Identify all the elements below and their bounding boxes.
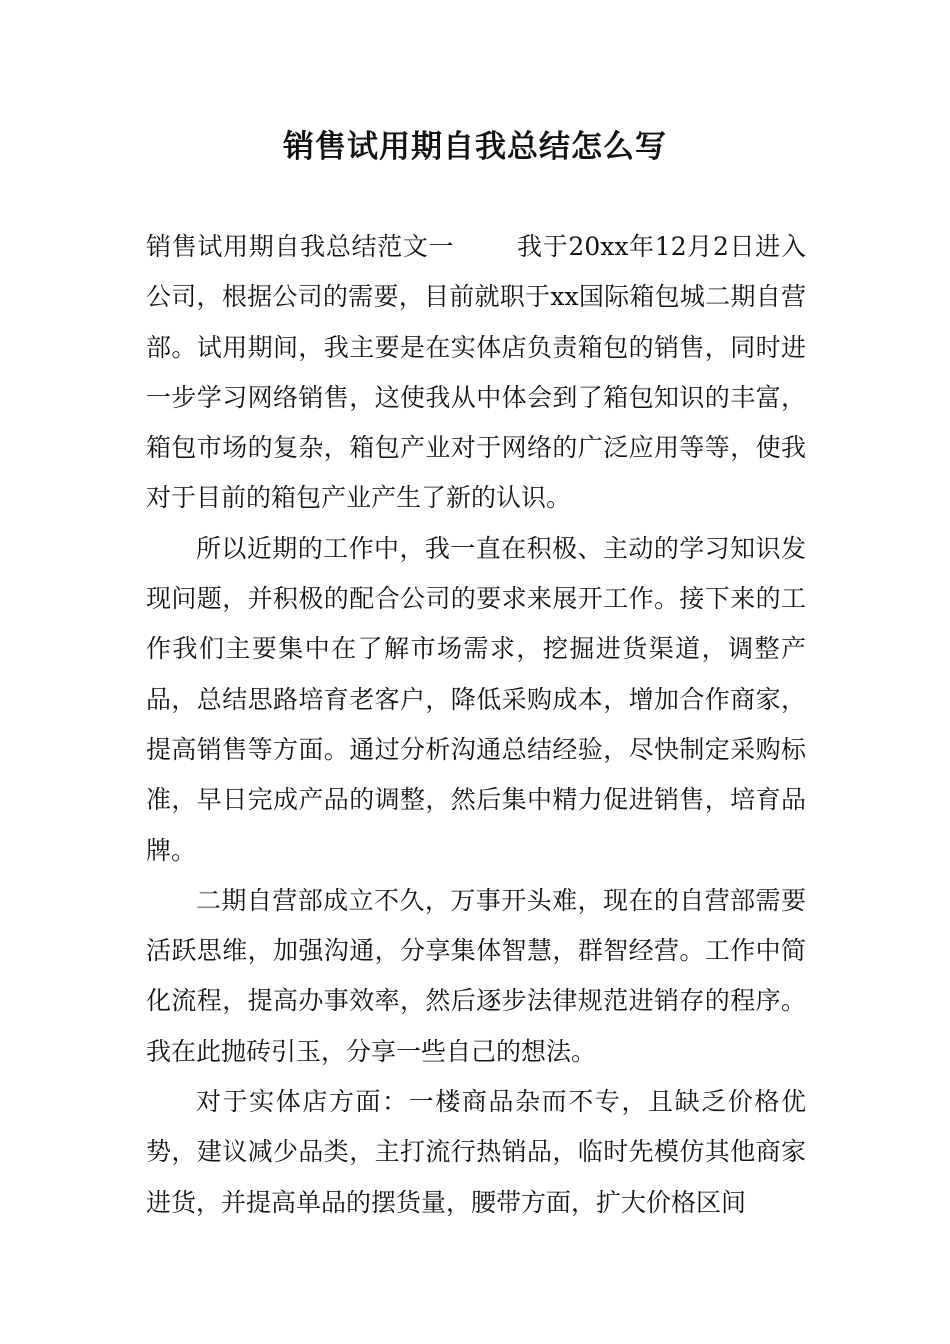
paragraph-2: 所以近期的工作中，我一直在积极、主动的学习知识发现问题，并积极的配合公司的要求来展开工作。接下来的工作我们主要集中在了解市场需求，挖掘进货渠道，调整产品，总结思路培育老客户，降低采购成本，增加合作商家，提高销售等方面。通过分析沟通总结经验，尽快制定采购标准，早日完成产品的调整，然后集中精力促进销售，培育品牌。 [146,533,806,865]
paragraph-1-lead: 销售试用期自我总结范文一 [146,232,455,261]
paragraph-4: 对于实体店方面：一楼商品杂而不专，且缺乏价格优势，建议减少品类，主打流行热销品，临时先模仿其他商家进货，并提高单品的摆货量，腰带方面，扩大价格区间 [146,1087,806,1217]
paragraph-1 [146,222,806,524]
paragraph-3: 二期自营部成立不久，万事开头难，现在的自营部需要活跃思维，加强沟通，分享集体智慧，群智经营。工作中简化流程，提高办事效率，然后逐步法律规范进销存的程序。我在此抛砖引玉，分享一些自己的想法。 [146,885,806,1066]
document-body [146,222,806,1228]
document-title: 销售试用期自我总结怎么写 [283,129,667,165]
paragraph-1-text: 我于20xx年12月2日进入公司，根据公司的需要，目前就职于xx国际箱包城二期自营部。试用期间，我主要是在实体店负责箱包的销售，同时进一步学习网络销售，这使我从中体会到了箱包知识的丰富，箱包市场的复杂，箱包产业对于网络的广泛应用等等，使我对于目前的箱包产业产生了新的认识。 [146,232,806,513]
